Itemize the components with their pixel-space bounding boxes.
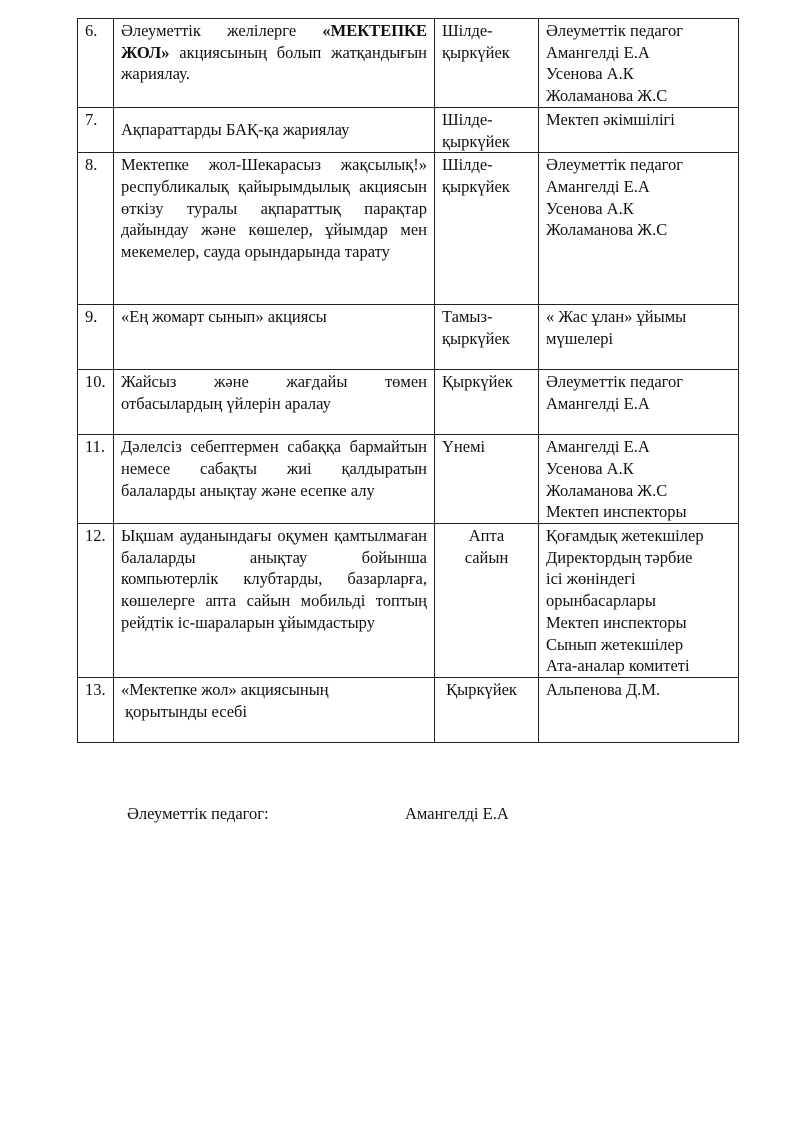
activity-text: Ақпараттарды БАҚ-қа жариялау bbox=[121, 119, 350, 139]
responsible-line: Жоламанова Ж.С bbox=[546, 480, 668, 500]
table-row bbox=[78, 524, 739, 678]
responsible-line: Амангелді Е.А bbox=[546, 393, 650, 413]
date-line: Үнемі bbox=[442, 437, 486, 457]
responsible-cell bbox=[539, 677, 739, 742]
responsible-line: Усенова А.К bbox=[546, 64, 634, 84]
responsible-cell bbox=[539, 19, 739, 108]
table-row bbox=[78, 435, 739, 524]
responsible-cell bbox=[539, 107, 739, 152]
activity-cell: Мектепке жол-Шекарасыз жақсылық!» республикалық қайырымдылық акциясын өткізу туралы ақпараттық парақтар дайындау және көшелер, ұйымдар мен мекемелер, сауда орындарында тарату bbox=[114, 153, 435, 305]
row-number: 6. bbox=[78, 19, 114, 108]
date-line: қыркүйек bbox=[442, 328, 510, 348]
date-line: Шілде- bbox=[442, 155, 493, 175]
responsible-line: Мектеп әкімшілігі bbox=[546, 109, 675, 129]
date-line: Шілде- bbox=[442, 21, 493, 40]
activity-cell: Ықшам ауданындағы оқумен қамтылмаған балаларды анықтау бойынша компьютерлік клубтарды, базарларға, көшелерге апта сайын мобильді топтың рейдтік іс-шараларын ұйымдастыру bbox=[114, 524, 435, 678]
responsible-line: ісі жөніндегі bbox=[546, 569, 636, 589]
plan-table bbox=[77, 18, 739, 743]
responsible-line: Амангелді Е.А bbox=[546, 437, 650, 457]
date-line: қыркүйек bbox=[442, 176, 510, 196]
signature-role: Әлеуметтік педагог: bbox=[127, 804, 269, 823]
date-cell bbox=[435, 153, 539, 305]
activity-text: Әлеуметтік желілерге bbox=[121, 21, 323, 40]
activity-cell bbox=[114, 677, 435, 742]
responsible-line: Мектеп инспекторы bbox=[546, 502, 687, 522]
signature-name: Амангелді Е.А bbox=[405, 804, 509, 823]
responsible-line: « Жас ұлан» ұйымы bbox=[546, 307, 687, 327]
activity-campaign-name: «МЕКТЕПКЕ ЖОЛ» bbox=[121, 21, 427, 62]
activity-cell: Дәлелсіз себептермен сабаққа бармайтын немесе сабақты жиі қалдыратын балаларды анықтау және есепке алу bbox=[114, 435, 435, 524]
activity-line: «Мектепке жол» акциясының bbox=[121, 679, 329, 699]
row-number: 10. bbox=[78, 370, 114, 435]
date-line: Қыркүйек bbox=[442, 679, 517, 699]
date-line: сайын bbox=[464, 547, 509, 567]
table-row bbox=[78, 19, 739, 108]
responsible-line: Әлеуметтік педагог bbox=[546, 155, 684, 175]
table-row bbox=[78, 305, 739, 370]
responsible-cell bbox=[539, 153, 739, 305]
responsible-line: Әлеуметтік педагог bbox=[546, 372, 684, 392]
responsible-line: Жоламанова Ж.С bbox=[546, 220, 668, 240]
responsible-line: Ата-аналар комитеті bbox=[546, 656, 690, 676]
responsible-line: Амангелді Е.А bbox=[546, 42, 650, 62]
responsible-line: орынбасарлары bbox=[546, 591, 656, 611]
row-number: 13. bbox=[78, 677, 114, 742]
responsible-line: Әлеуметтік педагог bbox=[546, 21, 684, 40]
date-line: қыркүйек bbox=[442, 42, 510, 62]
date-line: Тамыз- bbox=[442, 307, 493, 327]
row-number: 9. bbox=[78, 305, 114, 370]
row-number: 7. bbox=[78, 107, 114, 152]
row-number: 11. bbox=[78, 435, 114, 524]
responsible-line: Мектеп инспекторы bbox=[546, 612, 687, 632]
responsible-cell bbox=[539, 370, 739, 435]
responsible-cell bbox=[539, 524, 739, 678]
table-row bbox=[78, 153, 739, 305]
date-cell bbox=[435, 370, 539, 435]
date-line: қыркүйек bbox=[442, 131, 510, 151]
table-row bbox=[78, 677, 739, 742]
date-line: Шілде- bbox=[442, 109, 493, 129]
table-row bbox=[78, 107, 739, 152]
date-line: Қыркүйек bbox=[442, 372, 513, 392]
date-line: Апта bbox=[468, 526, 505, 546]
date-cell bbox=[435, 677, 539, 742]
date-cell bbox=[435, 107, 539, 152]
row-number: 12. bbox=[78, 524, 114, 678]
responsible-line: Директордың тәрбие bbox=[546, 547, 693, 567]
activity-cell: Жайсыз және жағдайы төмен отбасылардың үйлерін аралау bbox=[114, 370, 435, 435]
date-cell bbox=[435, 305, 539, 370]
responsible-line: Альпенова Д.М. bbox=[546, 679, 661, 699]
responsible-line: мүшелері bbox=[546, 328, 614, 348]
responsible-line: Сынып жетекшілер bbox=[546, 634, 684, 654]
activity-cell bbox=[114, 107, 435, 152]
responsible-cell bbox=[539, 305, 739, 370]
activity-text-rest: акциясының болып жатқандығын жариялау. bbox=[121, 42, 427, 84]
activity-line: қорытынды есебі bbox=[121, 701, 248, 721]
activity-cell: «Ең жомарт сынып» акциясы bbox=[114, 305, 435, 370]
date-cell bbox=[435, 435, 539, 524]
date-cell bbox=[435, 19, 539, 108]
responsible-line: Усенова А.К bbox=[546, 458, 634, 478]
responsible-line: Жоламанова Ж.С bbox=[546, 86, 668, 106]
responsible-line: Амангелді Е.А bbox=[546, 176, 650, 196]
table-row bbox=[78, 370, 739, 435]
responsible-line: Усенова А.К bbox=[546, 198, 634, 218]
activity-cell bbox=[114, 19, 435, 108]
row-number: 8. bbox=[78, 153, 114, 305]
responsible-line: Қоғамдық жетекшілер bbox=[546, 526, 704, 546]
date-cell bbox=[435, 524, 539, 678]
responsible-cell bbox=[539, 435, 739, 524]
